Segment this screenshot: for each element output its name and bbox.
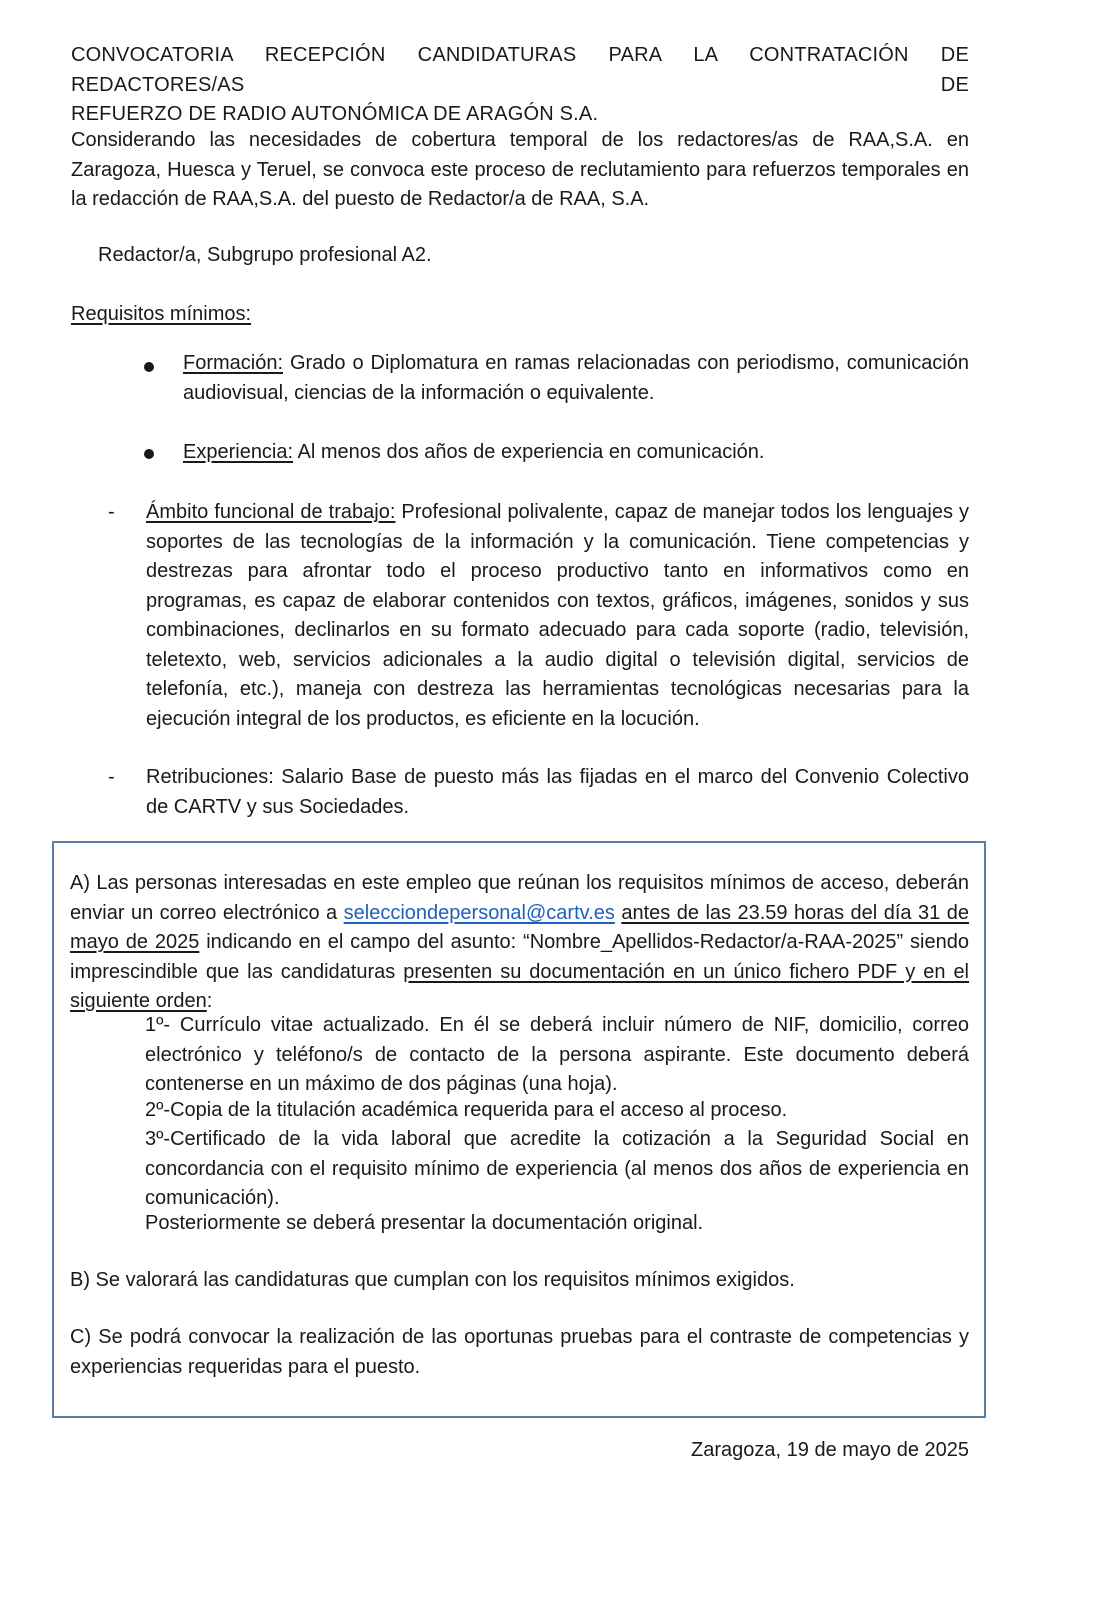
- dash-item-ambito: [146, 498, 969, 734]
- pdf-order-text: presenten su documentación en un único fichero PDF y en el siguiente orden: [70, 960, 970, 1012]
- dash-item-text: Retribuciones: Salario Base de puesto más las fijadas en el marco del Convenio Colectivo de CARTV y sus Sociedades.: [146, 766, 969, 818]
- position-line: Redactor/a, Subgrupo profesional A2.: [98, 244, 432, 266]
- dash-item-label: Ámbito funcional de trabajo:: [146, 501, 396, 523]
- doc-item-cv: 1º- Currículo vitae actualizado. En él se deberá incluir número de NIF, domicilio, correo electrónico y teléfono/s de contacto de la persona aspirante. Este documento deberá contenerse en un máximo de dos páginas (una hoja).: [145, 1014, 969, 1095]
- dash-marker: -: [108, 766, 115, 788]
- title-line-2: REFUERZO DE RADIO AUTONÓMICA DE ARAGÓN S.A.: [71, 103, 599, 125]
- instruction-a: [70, 869, 969, 1017]
- instruction-a-text: A) Las personas interesadas en este empleo que reúnan los requisitos mínimos de acceso, deberán enviar un correo electrónico a: [70, 872, 969, 924]
- doc-item-vida-laboral: 3º-Certificado de la vida laboral que acredite la cotización a la Seguridad Social en concordancia con el requisito mínimo de experiencia (al menos dos años de experiencia en comunicación).: [145, 1128, 969, 1209]
- requirement-formacion: [183, 349, 969, 408]
- title-line-1: CONVOCATORIA RECEPCIÓN CANDIDATURAS PARA LA CONTRATACIÓN DE REDACTORES/AS DE: [71, 44, 969, 96]
- instruction-a-colon: :: [206, 990, 213, 1012]
- dash-item-retribuciones: [146, 763, 969, 822]
- document-title: [71, 41, 969, 130]
- doc-item-titulacion: 2º-Copia de la titulación académica requerida para el acceso al proceso.: [145, 1099, 788, 1121]
- deadline-text: antes de las 23.59 horas del día 31 de mayo de 2025: [70, 901, 969, 953]
- dash-marker: -: [108, 501, 115, 523]
- requirement-text: Grado o Diplomatura en ramas relacionadas con periodismo, comunicación audiovisual, ciencias de la información o equivalente.: [183, 352, 969, 404]
- requirement-label: Experiencia:: [183, 441, 294, 463]
- requirements-heading: [71, 300, 969, 330]
- requirement-text: Al menos dos años de experiencia en comunicación.: [293, 441, 765, 463]
- requirement-experiencia: [183, 438, 969, 468]
- instruction-c: C) Se podrá convocar la realización de las oportunas pruebas para el contraste de competencias y experiencias requeridas para el puesto.: [70, 1326, 969, 1378]
- bullet-icon: [144, 362, 154, 372]
- email-link[interactable]: selecciondepersonal@cartv.es: [343, 901, 615, 924]
- bullet-icon: [144, 449, 154, 459]
- doc-item-original: Posteriormente se deberá presentar la documentación original.: [145, 1212, 704, 1234]
- requirements-heading-text: Requisitos mínimos:: [71, 303, 252, 325]
- dash-item-text: Profesional polivalente, capaz de manejar todos los lenguajes y soportes de las tecnologías de la información y la comunicación. Tiene competencias y destrezas para afrontar todo el proceso productivo tanto en informativos como en programas, es capaz de elaborar contenidos con textos, gráficos, imágenes, sonidos y sus combinaciones, declinarlos en su formato adecuado para cada soporte (radio, televisión, teletexto, web, servicios adicionales a la audio digital o televisión digital, servicios de telefonía, etc.), maneja con destreza las herramientas tecnológicas necesarias para la ejecución integral de los productos, es eficiente en la locución.: [146, 501, 969, 730]
- instruction-a-subject: indicando en el campo del asunto: “Nombre_Apellidos-Redactor/a-RAA-2025” siendo imprescindible que las candidaturas: [70, 931, 969, 983]
- signoff-date: Zaragoza, 19 de mayo de 2025: [691, 1439, 969, 1461]
- intro-paragraph: Considerando las necesidades de cobertura temporal de los redactores/as de RAA,S.A. en Zaragoza, Huesca y Teruel, se convoca este proceso de reclutamiento para refuerzos temporales en la redacción de RAA,S.A. del puesto de Redactor/a de RAA, S.A.: [71, 129, 969, 210]
- instruction-b: B) Se valorará las candidaturas que cumplan con los requisitos mínimos exigidos.: [70, 1269, 795, 1291]
- requirement-label: Formación:: [183, 352, 284, 374]
